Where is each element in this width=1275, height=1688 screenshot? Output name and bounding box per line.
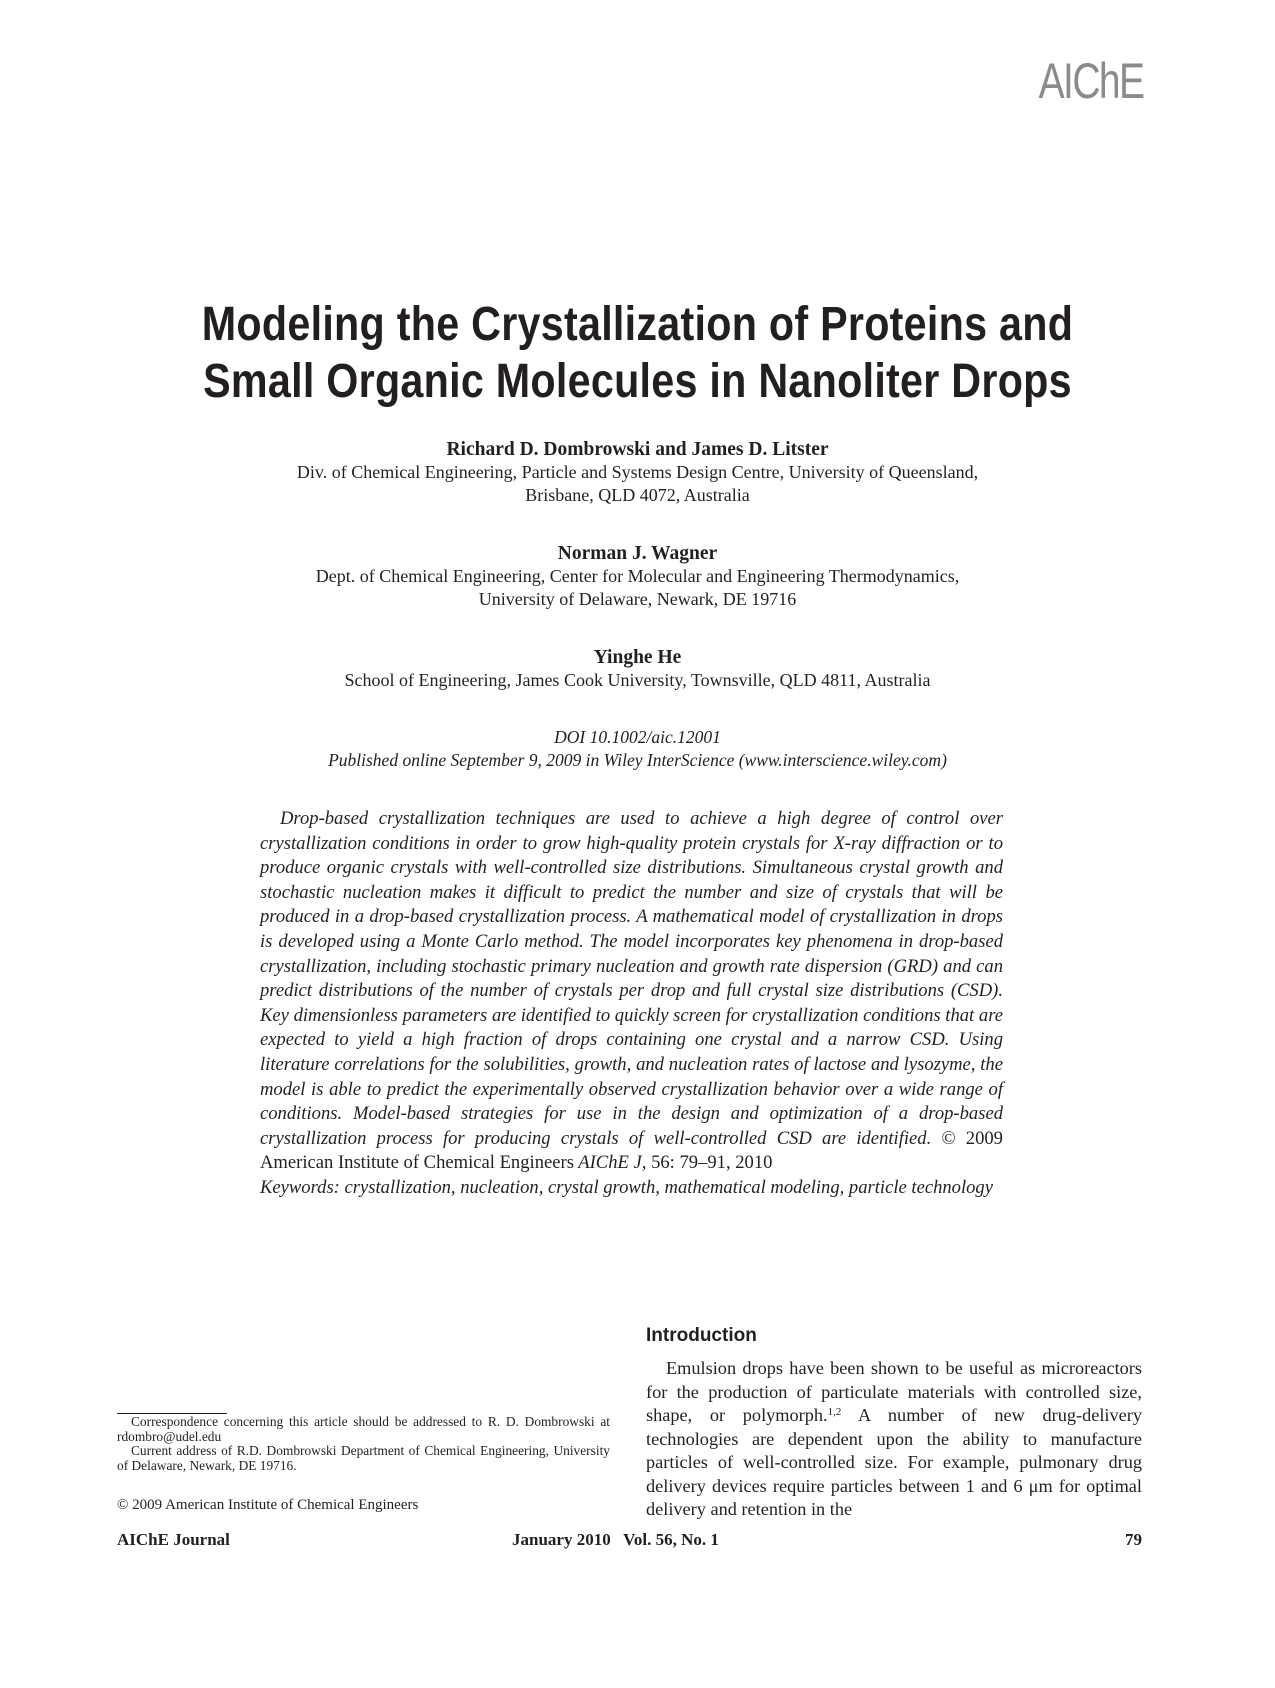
article-title: [141, 296, 1134, 410]
journal-logo: AIChE: [1039, 53, 1144, 109]
section-heading: Introduction: [646, 1325, 757, 1346]
title-line-2: Small Organic Molecules in Nanoliter Drops: [203, 355, 1072, 408]
page-footer: [117, 1530, 1142, 1554]
affiliation: Dept. of Chemical Engineering, Center for Molecular and Engineering Thermodynamics,: [315, 566, 960, 586]
reference-superscript: 1,2: [827, 1406, 842, 1418]
correspondence-note: Correspondence concerning this article should be addressed to R. D. Dombrowski at rdombro@udel.edu: [117, 1414, 610, 1444]
author-group: [100, 438, 1175, 507]
doi: DOI 10.1002/aic.12001: [554, 727, 721, 747]
affiliation: University of Delaware, Newark, DE 19716: [478, 589, 797, 609]
footnotes: [117, 1415, 610, 1473]
journal-abbreviation: AIChE J,: [578, 1152, 647, 1174]
address-note: Current address of R.D. Dombrowski Department of Chemical Engineering, University of Delaware, Newark, DE 19716.: [117, 1443, 610, 1473]
author-name: Richard D. Dombrowski and James D. Litster: [446, 439, 829, 460]
author-name: Norman J. Wagner: [557, 543, 718, 564]
citation: 56: 79–91, 2010: [651, 1152, 773, 1174]
footer-journal: AIChE Journal: [117, 1530, 230, 1549]
abstract: [260, 807, 1003, 1201]
publication-info: [100, 726, 1175, 772]
abstract-copyright: © 2009 American Institute of Chemical Engineers: [260, 1127, 1003, 1174]
intro-text-cont: A number of new drug-delivery technologies are dependent upon the ability to manufacture particles of well-controlled size. For example, pulmonary drug delivery devices require particles between 1 and 6 μm for optimal delivery and retention in the: [646, 1405, 1142, 1519]
author-name: Yinghe He: [593, 647, 682, 668]
published-online: Published online September 9, 2009 in Wiley InterScience (www.interscience.wiley.com): [328, 750, 947, 770]
author-group: [100, 646, 1175, 692]
author-group: [100, 542, 1175, 611]
copyright-notice: © 2009 American Institute of Chemical Engineers: [117, 1497, 419, 1513]
footer-issue: January 2010 Vol. 56, No. 1: [512, 1530, 719, 1549]
affiliation: School of Engineering, James Cook University, Townsville, QLD 4811, Australia: [344, 670, 931, 690]
abstract-text: Drop-based crystallization techniques are used to achieve a high degree of control over crystallization conditions in order to grow high-quality protein crystals for X-ray diffraction or to produce organic crystals with well-controlled size distributions. Simultaneous crystal growth and stochastic nucleation makes it difficult to predict the number and size of crystals that will be produced in a drop-based crystallization process. A mathematical model of crystallization in drops is developed using a Monte Carlo method. The model incorporates key phenomena in drop-based crystallization, including stochastic primary nucleation and growth rate dispersion (GRD) and can predict distributions of the number of crystals per drop and full crystal size distributions (CSD). Key dimensionless parameters are identified to quickly screen for crystallization conditions that are expected to yield a high fraction of drops containing one crystal and a narrow CSD. Using literature correlations for the solubilities, growth, and nucleation rates of lactose and lysozyme, the model is able to predict the experimentally observed crystallization behavior over a wide range of conditions. Model-based strategies for use in the design and optimization of a drop-based crystallization process for producing crystals of well-controlled CSD are identified.: [260, 808, 1003, 1149]
title-line-1: Modeling the Crystallization of Proteins and: [201, 298, 1074, 351]
page-number: 79: [1125, 1530, 1142, 1549]
author-block: [100, 438, 1175, 727]
introduction-text: [646, 1357, 1142, 1522]
keywords: Keywords: crystallization, nucleation, crystal growth, mathematical modeling, particle technology: [260, 1176, 993, 1198]
affiliation: Div. of Chemical Engineering, Particle and Systems Design Centre, University of Queensland,: [296, 462, 979, 482]
intro-text: Emulsion drops have been shown to be useful as microreactors for the production of particulate materials with controlled size, shape, or polymorph.: [646, 1358, 1142, 1425]
affiliation: Brisbane, QLD 4072, Australia: [525, 485, 750, 505]
abstract-body: [260, 807, 1003, 1176]
